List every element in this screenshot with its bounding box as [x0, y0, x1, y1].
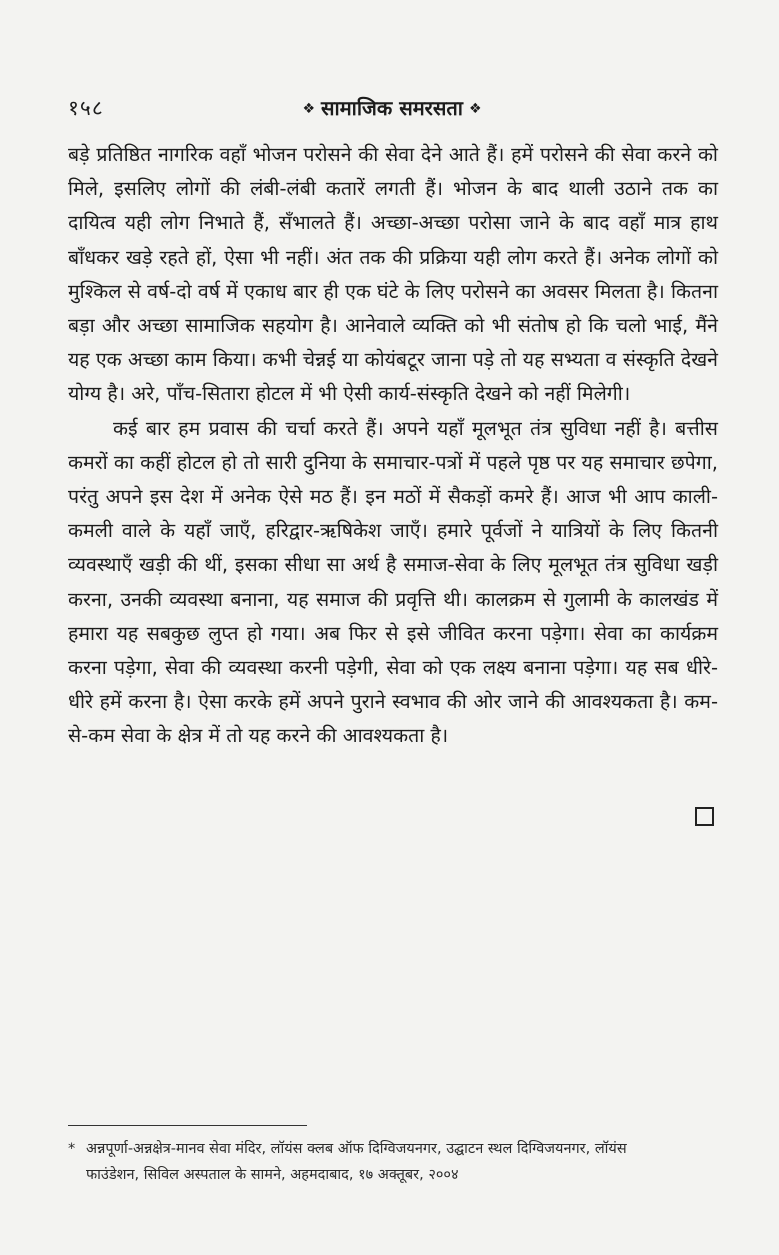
running-title	[68, 94, 716, 121]
ornament-right-icon: ❖	[468, 101, 482, 117]
page-header	[68, 94, 716, 124]
body-text	[68, 138, 718, 754]
footnote	[68, 1136, 718, 1188]
paragraph: कई बार हम प्रवास की चर्चा करते हैं। अपने यहाँ मूलभूत तंत्र सुविधा नहीं है। बत्तीस कमरों का कहीं होटल हो तो सारी दुनिया के समाचार-पत्रों में पहले पृष्ठ पर यह समाचार छपेगा, परंतु अपने इस देश में अनेक ऐसे मठ हैं। इन मठों में सैकड़ों कमरे हैं। आज भी आप काली-कमली वाले के यहाँ जाएँ, हरिद्वार-ऋषिकेश जाएँ। हमारे पूर्वजों ने यात्रियों के लिए कितनी व्यवस्थाएँ खड़ी की थीं, इसका सीधा सा अर्थ है समाज-सेवा के लिए मूलभूत तंत्र सुविधा खड़ी करना, उनकी व्यवस्था बनाना, यह समाज की प्रवृत्ति थी। कालक्रम से गुलामी के कालखंड में हमारा यह सबकुछ लुप्त हो गया। अब फिर से इसे जीवित करना पड़ेगा। सेवा का कार्यक्रम करना पड़ेगा, सेवा की व्यवस्था करनी पड़ेगी, सेवा को एक लक्ष्य बनाना पड़ेगा। यह सब धीरे-धीरे हमें करना है। ऐसा करके हमें अपने पुराने स्वभाव की ओर जाने की आवश्यकता है। कम-से-कम सेवा के क्षेत्र में तो यह करने की आवश्यकता है।	[68, 416, 718, 748]
paragraph: बड़े प्रतिष्ठित नागरिक वहाँ भोजन परोसने की सेवा देने आते हैं। हमें परोसने की सेवा करने को मिले, इसलिए लोगों की लंबी-लंबी कतारें लगती हैं। भोजन के बाद थाली उठाने तक का दायित्व यही लोग निभाते हैं, सँभालते हैं। अच्छा-अच्छा परोसा जाने के बाद वहाँ मात्र हाथ बाँधकर खड़े रहते हों, ऐसा भी नहीं। अंत तक की प्रक्रिया यही लोग करते हैं। अनेक लोगों को मुश्किल से वर्ष-दो वर्ष में एकाध बार ही एक घंटे के लिए परोसने का अवसर मिलता है। कितना बड़ा और अच्छा सामाजिक सहयोग है। आनेवाले व्यक्ति को भी संतोष हो कि चलो भाई, मैंने यह एक अच्छा काम किया। कभी चेन्नई या कोयंबटूर जाना पड़े तो यह सभ्यता व संस्कृति देखने योग्य है। अरे, पाँच-सितारा होटल में भी ऐसी कार्य-संस्कृति देखने को नहीं मिलेगी।	[68, 143, 718, 406]
chapter-title: सामाजिक समरसता	[321, 96, 463, 120]
footnote-line-1	[68, 1136, 718, 1162]
page-number: १५८	[68, 96, 104, 120]
footnote-line-2: फाउंडेशन, सिविल अस्पताल के सामने, अहमदाबाद, १७ अक्तूबर, २००४	[86, 1167, 459, 1183]
section-end-square-icon	[695, 807, 714, 826]
footnote-marker: *	[68, 1141, 76, 1157]
footnote-text-1: अन्नपूर्णा-अन्नक्षेत्र-मानव सेवा मंदिर, लॉयंस क्लब ऑफ दिग्विजयनगर, उद्घाटन स्थल दिग्विजयनगर, लॉयंस	[86, 1141, 627, 1157]
footnote-divider	[68, 1125, 307, 1126]
ornament-left-icon: ❖	[302, 101, 316, 117]
